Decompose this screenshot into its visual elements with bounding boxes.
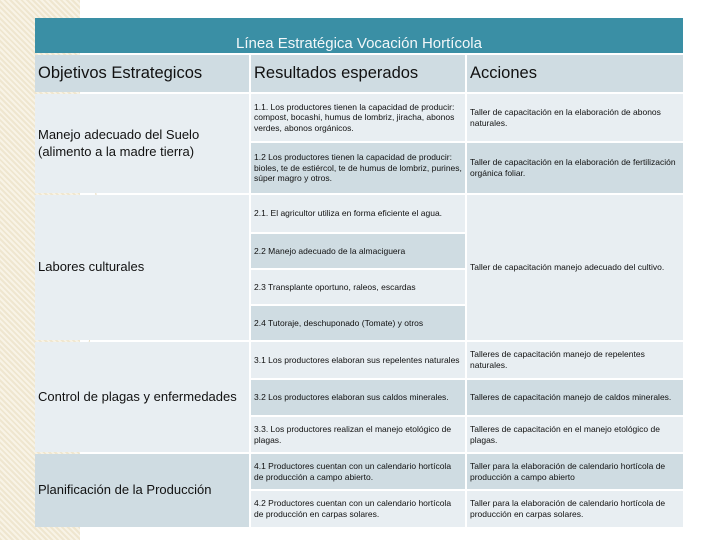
action-cell: Taller de capacitación manejo adecuado del cultivo. — [467, 195, 683, 340]
result-cell: 3.3. Los productores realizan el manejo etológico de plagas. — [251, 417, 465, 452]
header-acciones: Acciones — [467, 55, 683, 92]
action-cell: Talleres de capacitación en el manejo etológico de plagas. — [467, 417, 683, 452]
action-cell: Talleres de capacitación manejo de repelentes naturales. — [467, 342, 683, 378]
header-objetivos: Objetivos Estrategicos — [35, 55, 249, 92]
result-cell: 2.3 Transplante oportuno, raleos, escardas — [251, 270, 465, 304]
objective-cell: Manejo adecuado del Suelo (alimento a la madre tierra) — [35, 94, 249, 193]
objective-cell: Labores culturales — [35, 195, 249, 340]
result-cell: 1.2 Los productores tienen la capacidad de producir: bioles, te de estiércol, te de humus de lombriz, purines, súper magro y otros. — [251, 143, 465, 193]
action-cell: Taller para la elaboración de calendario hortícola de producción a campo abierto — [467, 454, 683, 489]
action-cell: Taller para la elaboración de calendario hortícola de producción en carpas solares. — [467, 491, 683, 527]
result-cell: 4.1 Productores cuentan con un calendario hortícola de producción a campo abierto. — [251, 454, 465, 489]
action-cell: Talleres de capacitación manejo de caldos minerales. — [467, 380, 683, 415]
result-cell: 3.1 Los productores elaboran sus repelentes naturales — [251, 342, 465, 378]
action-cell: Taller de capacitación en la elaboración de abonos naturales. — [467, 94, 683, 141]
action-cell: Taller de capacitación en la elaboración de fertilización orgánica foliar. — [467, 143, 683, 193]
header-resultados: Resultados esperados — [251, 55, 465, 92]
result-cell: 4.2 Productores cuentan con un calendario hortícola de producción en carpas solares. — [251, 491, 465, 527]
result-cell: 3.2 Los productores elaboran sus caldos minerales. — [251, 380, 465, 415]
result-cell: 1.1. Los productores tienen la capacidad de producir: compost, bocashi, humus de lombriz, jiracha, abonos verdes, abonos orgánicos. — [251, 94, 465, 141]
objective-cell: Planificación de la Producción — [35, 454, 249, 527]
result-cell: 2.1. El agricultor utiliza en forma eficiente el agua. — [251, 195, 465, 232]
result-cell: 2.2 Manejo adecuado de la almaciguera — [251, 234, 465, 268]
objective-cell: Control de plagas y enfermedades — [35, 342, 249, 452]
table-title: Línea Estratégica Vocación Hortícola — [35, 18, 683, 53]
result-cell: 2.4 Tutoraje, deschuponado (Tomate) y otros — [251, 306, 465, 340]
